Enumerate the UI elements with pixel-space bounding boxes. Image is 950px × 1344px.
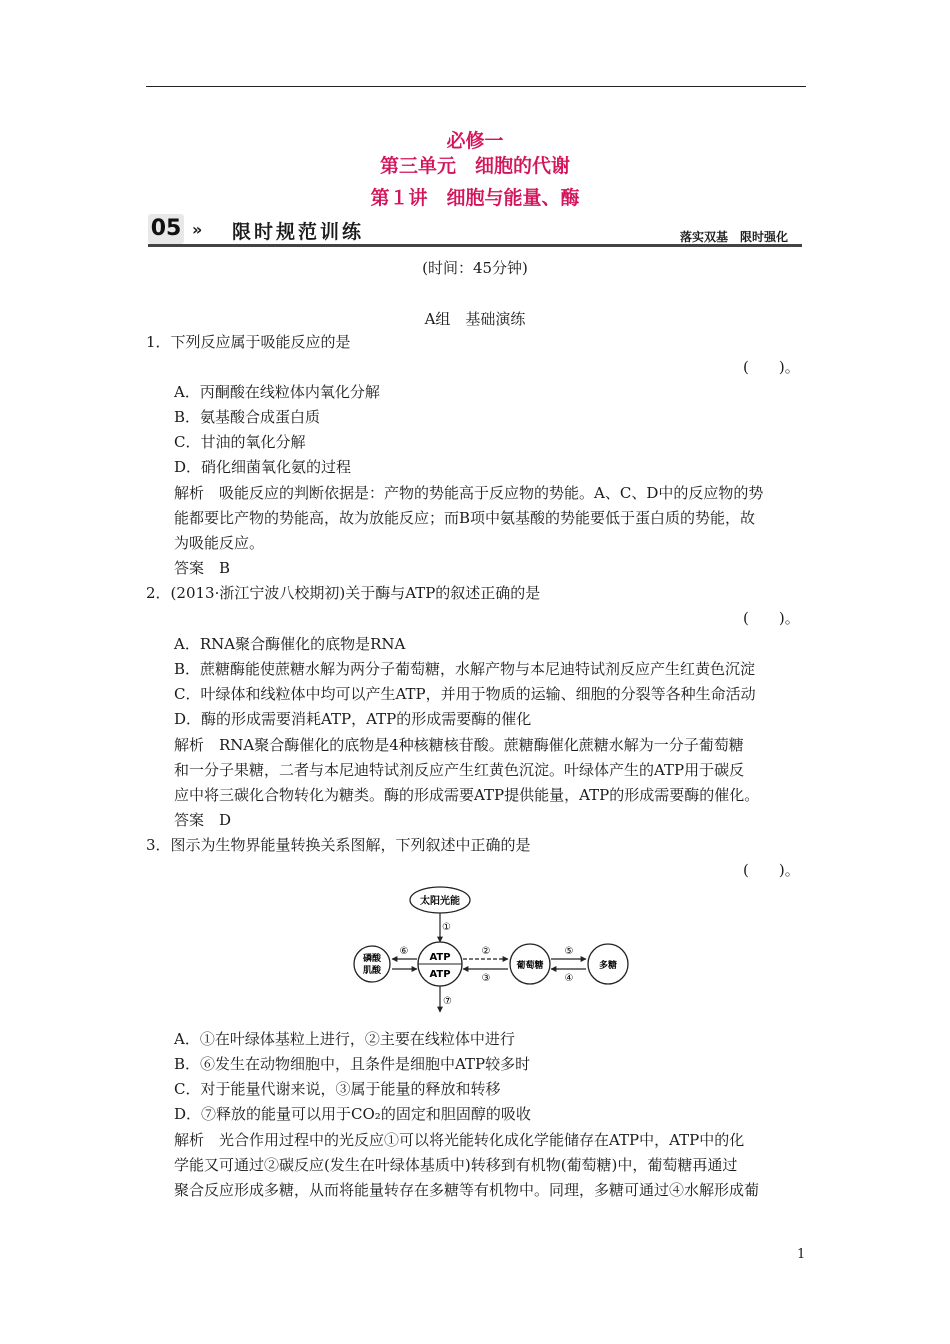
- banner-rule: [148, 244, 802, 247]
- label-6: ⑥: [399, 946, 409, 957]
- sun-energy-label: 太阳光能: [420, 896, 460, 907]
- top-rule: [146, 86, 806, 87]
- label-5: ⑤: [564, 946, 574, 957]
- banner-number: 05: [148, 214, 184, 244]
- section-banner: [148, 214, 802, 247]
- time-note: (时间：45分钟): [422, 259, 528, 277]
- question-2-option-d: D．酶的形成需要消耗ATP，ATP的形成需要酶的催化: [174, 710, 532, 728]
- question-2-analysis-line: 应中将三碳化合物转化为糖类。酶的形成需要ATP提供能量，ATP的形成需要酶的催化。: [174, 786, 760, 804]
- question-2-analysis-line: 和一分子果糖，二者与本尼迪特试剂反应产生红黄色沉淀。叶绿体产生的ATP用于碳反: [174, 761, 745, 779]
- question-3-option-a: A．①在叶绿体基粒上进行，②主要在线粒体中进行: [174, 1030, 515, 1048]
- question-2-bracket: ( )。: [743, 609, 800, 627]
- chevron-right-icon: »: [192, 220, 203, 239]
- phosphocreatine-label-2: 肌酸: [362, 966, 382, 976]
- question-1-option-b: B．氨基酸合成蛋白质: [174, 408, 321, 426]
- question-1-answer: 答案 B: [174, 559, 231, 577]
- question-3-option-c: C．对于能量代谢来说，③属于能量的释放和转移: [174, 1080, 501, 1098]
- question-3-option-b: B．⑥发生在动物细胞中，且条件是细胞中ATP较多时: [174, 1055, 531, 1073]
- question-2-answer: 答案 D: [174, 811, 232, 829]
- atp-top-label: ATP: [429, 952, 451, 963]
- label-4: ④: [564, 973, 574, 984]
- group-title: A组 基础演练: [424, 310, 526, 328]
- question-1-option-a: A．丙酮酸在线粒体内氧化分解: [174, 383, 380, 401]
- label-3: ③: [481, 973, 491, 984]
- banner-slogan: 落实双基 限时强化: [679, 230, 788, 244]
- question-1-option-c: C．甘油的氧化分解: [174, 433, 306, 451]
- question-1-stem: 1．下列反应属于吸能反应的是: [146, 333, 351, 351]
- atp-bottom-label: ATP: [429, 969, 451, 980]
- question-1-analysis-line: 能都要比产物的势能高，故为放能反应；而B项中氨基酸的势能要低于蛋白质的势能，故: [174, 509, 756, 527]
- question-1-bracket: ( )。: [743, 358, 800, 376]
- question-2-stem: 2．(2013·浙江宁波八校期初)关于酶与ATP的叙述正确的是: [146, 584, 541, 602]
- question-2-option-a: A．RNA聚合酶催化的底物是RNA: [174, 635, 406, 653]
- question-2-option-b: B．蔗糖酶能使蔗糖水解为两分子葡萄糖，水解产物与本尼迪特试剂反应产生红黄色沉淀: [174, 660, 756, 678]
- question-1-analysis-line: 为吸能反应。: [174, 534, 265, 552]
- question-3-analysis-line: 学能又可通过②碳反应(发生在叶绿体基质中)转移到有机物(葡萄糖)中，葡萄糖再通过: [174, 1156, 738, 1174]
- question-3-stem: 3．图示为生物界能量转换关系图解，下列叙述中正确的是: [146, 836, 531, 854]
- label-7: ⑦: [443, 996, 452, 1007]
- question-3-option-d: D．⑦释放的能量可以用于CO₂的固定和胆固醇的吸收: [174, 1105, 531, 1123]
- glucose-label: 葡萄糖: [516, 961, 544, 971]
- lecture-title: 第１讲 细胞与能量、酶: [370, 187, 580, 209]
- phosphocreatine-node: [354, 946, 390, 982]
- question-1-option-d: D．硝化细菌氧化氨的过程: [174, 458, 352, 476]
- unit-title: 第三单元 细胞的代谢: [379, 155, 570, 177]
- page-number: 1: [797, 1247, 806, 1262]
- question-1-analysis-line: 解析 吸能反应的判断依据是：产物的势能高于反应物的势能。A、C、D中的反应物的势: [174, 484, 764, 502]
- question-3-analysis-line: 解析 光合作用过程中的光反应①可以将光能转化成化学能储存在ATP中，ATP中的化: [174, 1131, 745, 1149]
- phosphocreatine-label-1: 磷酸: [362, 954, 382, 964]
- book-title: 必修一: [446, 130, 504, 152]
- question-3-bracket: ( )。: [743, 861, 800, 879]
- label-2: ②: [481, 946, 491, 957]
- question-3-analysis-line: 聚合反应形成多糖，从而将能量转存在多糖等有机物中。同理，多糖可通过④水解形成葡: [174, 1181, 760, 1199]
- question-2-analysis-line: 解析 RNA聚合酶催化的底物是4种核糖核苷酸。蔗糖酶催化蔗糖水解为一分子葡萄糖: [174, 736, 744, 754]
- polysaccharide-label: 多糖: [598, 961, 618, 971]
- banner-label: 限时规范训练: [232, 221, 365, 243]
- energy-conversion-diagram: [350, 884, 630, 1014]
- label-1: ①: [442, 922, 451, 933]
- question-2-option-c: C．叶绿体和线粒体中均可以产生ATP，并用于物质的运输、细胞的分裂等各种生命活动: [174, 685, 756, 703]
